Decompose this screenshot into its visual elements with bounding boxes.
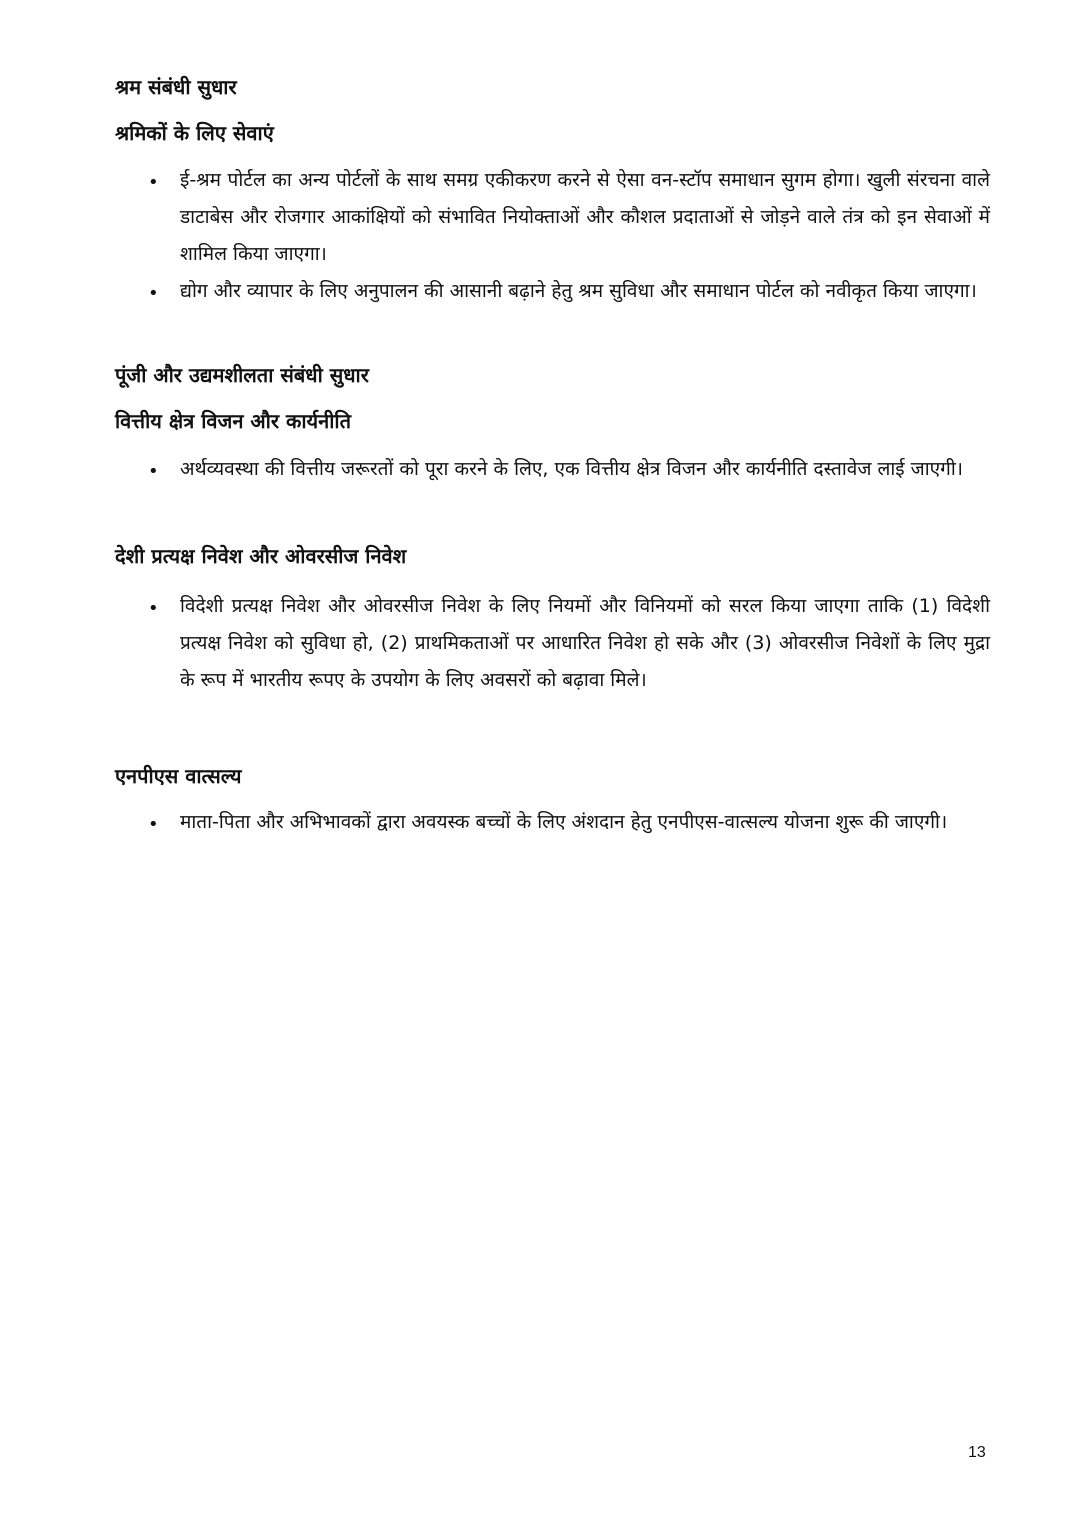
bullet-text-financial-vision: अर्थव्यवस्था की वित्तीय जरूरतों को पूरा करने के लिए, एक वित्तीय क्षेत्र विजन और कार्यनीति दस्तावेज लाई जाएगी। (180, 458, 964, 480)
bullet-text-fdi-rules: विदेशी प्रत्यक्ष निवेश और ओवरसीज निवेश के लिए नियमों और विनियमों को सरल किया जाएगा ताकि (1) विदेशी प्रत्यक्ष निवेश को सुविधा हो, (2) प्राथमिकताओं पर आधारित निवेश हो सके और (3) ओवरसीज निवेशों के लिए मुद्रा के रूप में भारतीय रूपए के उपयोग के लिए अवसरों को बढ़ावा मिले। (180, 595, 990, 691)
subheading-financial-vision: वित्तीय क्षेत्र विजन और कार्यनीति (115, 409, 352, 433)
bullet-icon: • (148, 814, 159, 835)
section-heading-labour-reforms: श्रम संबंधी सुधार (115, 75, 237, 99)
bullet-text-eshram-portal: ई-श्रम पोर्टल का अन्य पोर्टलों के साथ समग्र एकीकरण करने से ऐसा वन-स्टॉप समाधान सुगम होगा। खुली संरचना वाले डाटाबेस और रोजगार आकांक्षियों को संभावित नियोक्ताओं और कौशल प्रदाताओं से जोड़ने वाले तंत्र को इन सेवाओं में शामिल किया जाएगा। (180, 169, 990, 265)
bullet-icon: • (148, 461, 159, 482)
subheading-worker-services: श्रमिकों के लिए सेवाएं (115, 121, 274, 145)
bullet-icon: • (148, 283, 159, 304)
subheading-fdi-overseas: देशी प्रत्यक्ष निवेश और ओवरसीज निवेश (115, 544, 407, 568)
page-number: 13 (968, 1444, 986, 1461)
bullet-text-nps-vatsalya: माता-पिता और अभिभावकों द्वारा अवयस्क बच्चों के लिए अंशदान हेतु एनपीएस-वात्सल्य योजना शुरू की जाएगी। (180, 811, 948, 833)
bullet-text-shram-suvidha: द्योग और व्यापार के लिए अनुपालन की आसानी बढ़ाने हेतु श्रम सुविधा और समाधान पोर्टल को नवीकृत किया जाएगा। (180, 280, 977, 302)
subheading-nps-vatsalya: एनपीएस वात्सल्य (115, 764, 242, 788)
section-heading-capital-reforms: पूंजी और उद्यमशीलता संबंधी सुधार (115, 363, 369, 387)
bullet-icon: • (148, 172, 159, 193)
bullet-icon: • (148, 598, 159, 619)
